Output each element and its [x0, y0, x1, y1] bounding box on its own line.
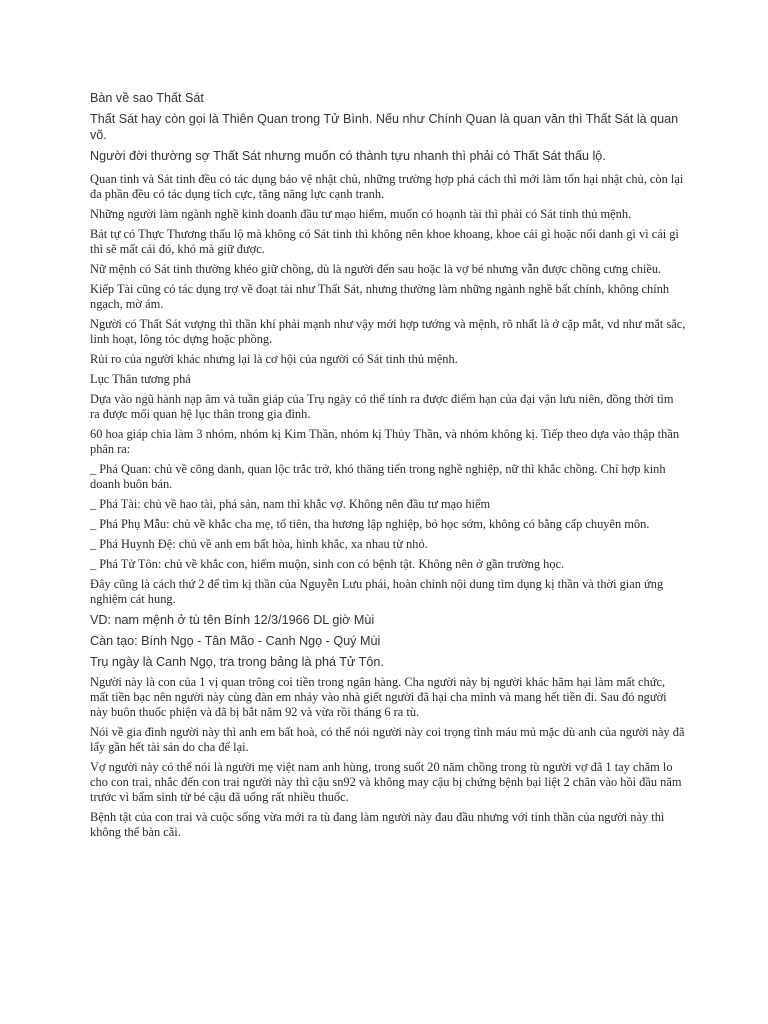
- list-item-pha-phu-mau: _ Phá Phụ Mẫu: chủ về khắc cha mẹ, tổ tiên, tha hương lập nghiệp, bỏ học sớm, không có bằng cấp chuyên môn.: [90, 517, 650, 531]
- intro-paragraph-1: Thất Sát hay còn gọi là Thiên Quan trong Tử Bình. Nếu như Chính Quan là quan văn thì Thất Sát là quan võ.: [90, 112, 679, 142]
- paragraph-8: Dựa vào ngũ hành nạp âm và tuần giáp của Trụ ngày có thể tính ra được điểm hạn của đại vận lưu niên, đồng thời tìm ra được mối quan hệ lục thân trong gia đình.: [90, 392, 674, 421]
- paragraph-5: Kiếp Tài cũng có tác dụng trợ về đoạt tài như Thất Sát, nhưng thường làm những ngành nghề bất chính, không chính ngạch, mờ ám.: [90, 282, 670, 311]
- paragraph-7: Rủi ro của người khác nhưng lại là cơ hội của người có Sát tinh thủ mệnh.: [90, 352, 458, 366]
- can-tao-line: Càn tạo: Bính Ngọ - Tân Mão - Canh Ngọ - Quý Mùi: [90, 634, 381, 648]
- example-line: VD: nam mệnh ở tù tên Bính 12/3/1966 DL giờ Mùi: [90, 613, 375, 627]
- paragraph-2: Những người làm ngành nghề kinh doanh đầu tư mạo hiểm, muốn có hoạnh tài thì phải có Sát tinh thủ mệnh.: [90, 207, 632, 221]
- paragraph-9: 60 hoa giáp chia làm 3 nhóm, nhóm kị Kim Thần, nhóm kị Thủy Thần, và nhóm không kị. Tiếp theo dựa vào thập thần phân ra:: [90, 427, 680, 456]
- doc-title: Bàn về sao Thất Sát: [90, 91, 204, 105]
- paragraph-1: Quan tinh và Sát tinh đều có tác dụng bảo vệ nhật chủ, những trường hợp phá cách thì mới làm tổn hại nhật chủ, còn lại đa phần đều có tác dụng tích cực, tăng năng lực cạnh tranh.: [90, 172, 684, 201]
- paragraph-12: Nói về gia đình người này thì anh em bất hoà, có thể nói người này coi trọng tình máu mủ mặc dù anh của người này đã lấy gần hết tài sản do cha để lại.: [90, 725, 685, 754]
- list-item-pha-tu-ton: _ Phá Tử Tôn: chủ về khắc con, hiếm muộn, sinh con có bệnh tật. Không nên ở gần trường học.: [90, 557, 565, 571]
- document-body: [90, 90, 686, 845]
- paragraph-4: Nữ mệnh có Sát tinh thường khéo giữ chồng, dù là người đến sau hoặc là vợ bé nhưng vẫn được chồng cưng chiều.: [90, 262, 662, 276]
- paragraph-6: Người có Thất Sát vượng thì thần khí phải mạnh như vậy mới hợp tướng và mệnh, rõ nhất là ở cặp mắt, vd như mắt sắc, linh hoạt, lông tóc dựng hoặc phồng.: [90, 317, 686, 346]
- paragraph-10: Đây cũng là cách thứ 2 để tìm kị thần của Nguyễn Lưu phái, hoàn chỉnh nội dung tìm dụng kị thần và thời gian ứng nghiệm cát hung.: [90, 577, 664, 606]
- paragraph-11: Người này là con của 1 vị quan trông coi tiền trong ngân hàng. Cha người này bị người khác hãm hại làm mất chức, mất tiền bạc nên người này cùng đàn em nhảy vào nhà giết người đã hại cha mình và mang hết tiền đi. Sau đó người này buôn thuốc phiện và đã bị bắt năm 92 và vừa rồi tháng 6 ra tù.: [90, 675, 667, 719]
- paragraph-13: Vợ người này có thể nói là người mẹ việt nam anh hùng, trong suốt 20 năm chồng trong tù người vợ đã 1 tay chăm lo cho con trai, nhắc đến con trai người này thì cậu sn92 và không may cậu bị chứng bệnh bại liệt 2 chân vào hồi đầu năm trước vì bẩm sinh từ bé cậu đã uống rất nhiều thuốc.: [90, 760, 682, 804]
- intro-paragraph-2: Người đời thường sợ Thất Sát nhưng muốn có thành tựu nhanh thì phải có Thất Sát thấu lộ.: [90, 149, 606, 163]
- list-item-pha-quan: _ Phá Quan: chủ về công danh, quan lộc trắc trở, khó thăng tiến trong nghề nghiệp, nữ thì khắc chồng. Chỉ hợp kinh doanh buôn bán.: [90, 462, 666, 491]
- paragraph-14: Bệnh tật của con trai và cuộc sống vừa mới ra tù đang làm người này đau đầu nhưng với tinh thần của người này thì không thể bàn cãi.: [90, 810, 665, 839]
- list-item-pha-huynh-de: _ Phá Huynh Đệ: chủ về anh em bất hòa, hình khắc, xa nhau từ nhỏ.: [90, 537, 428, 551]
- section-heading: Lục Thân tương phá: [90, 372, 191, 386]
- paragraph-3: Bát tự có Thực Thương thấu lộ mà không có Sát tinh thì không nên khoe khoang, khoe cái gì hoặc nổi danh gì vì cái gì thì sẽ mất cái đó, khó mà giữ được.: [90, 227, 679, 256]
- tru-ngay-line: Trụ ngày là Canh Ngọ, tra trong bảng là phá Tử Tôn.: [90, 655, 384, 669]
- list-item-pha-tai: _ Phá Tài: chủ về hao tài, phá sản, nam thì khắc vợ. Không nên đầu tư mạo hiểm: [90, 497, 491, 511]
